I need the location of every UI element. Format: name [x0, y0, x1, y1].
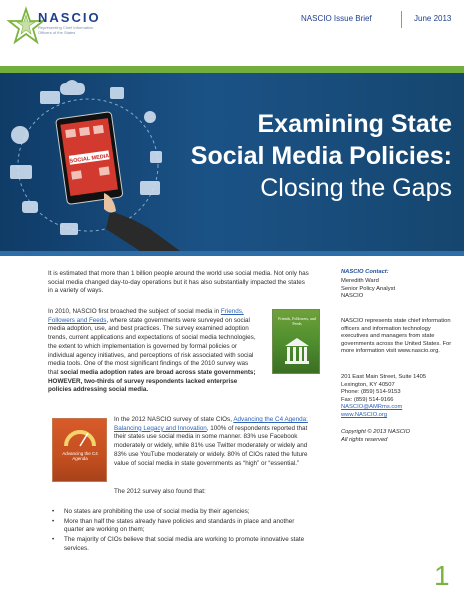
- contact-name: Meredith Ward: [341, 278, 379, 284]
- copyright-block: [341, 429, 457, 444]
- monitor-icon: [40, 91, 60, 104]
- address-line-2: Lexington, KY 40507: [341, 381, 395, 388]
- gauge-icon: [63, 423, 97, 449]
- p2-key-finding: social media adoption rates are broad across state governments; HOWEVER, two-thirds of survey respondents lacked enterprise policies addressing social media.: [48, 368, 256, 394]
- org-description: NASCIO represents state chief information officers and information technology executives and managers from state governments across the United States. For more information visit www.nascio.org.: [341, 318, 452, 355]
- camera-icon: [60, 223, 78, 235]
- page-header: [0, 0, 464, 62]
- c4-agenda-link[interactable]: Advancing the C4 Agenda: Balancing Legacy and Innovation: [114, 416, 308, 432]
- capitol-building-icon: [283, 336, 311, 366]
- tablet-label: SOCIAL MEDIA: [69, 153, 110, 165]
- title-line-3: Closing the Gaps: [260, 174, 452, 202]
- page-number: 1: [434, 560, 450, 591]
- friends-followers-feeds-link[interactable]: Friends, Followers and Feeds: [48, 308, 244, 324]
- phone-number: Phone: (859) 514-9153: [341, 389, 401, 396]
- p3-text-a: In the 2012 NASCIO survey of state CIOs,: [114, 416, 234, 423]
- contact-title: Senior Policy Analyst: [341, 285, 396, 292]
- title-line-1: Examining State: [257, 110, 452, 138]
- c4-agenda-cover: [52, 418, 107, 482]
- green-accent-bar: [0, 66, 464, 73]
- bubble-icon: [22, 201, 38, 213]
- banner-bottom-rule: [0, 251, 464, 256]
- friends-followers-feeds-cover: [272, 309, 320, 374]
- list-item: • More than half the states already have policies and standards in place and another quarter are working on them;: [48, 518, 310, 535]
- rights-line: All rights reserved: [341, 436, 388, 443]
- header-divider: [401, 11, 402, 28]
- copyright-line: Copyright © 2013 NASCIO: [341, 429, 411, 435]
- laptop-icon: [10, 165, 32, 179]
- p3-text-b: , 100% of respondents reported that their states use social media in some manner. 83% use Facebook moderately or widely, while 81% use Twitter moderately or widely and 83% use YouTube moderately or widely. 80% of CIOs rated the future value of social media in state governments as “high” or “essential.”: [114, 424, 308, 467]
- findings-list: [48, 508, 310, 555]
- contact-block: [341, 278, 457, 301]
- fax-number: Fax: (859) 514-9166: [341, 396, 394, 403]
- book2-title: Advancing the C4 Agenda: [62, 451, 98, 461]
- intro-paragraph: It is estimated that more than 1 billion people around the world use social media. Not only has social media changed day-to-day operations but it has also substantially impacted the states in a variety of ways.: [48, 270, 309, 295]
- logo-wordmark: NASCIO: [38, 10, 101, 25]
- document-title: [152, 108, 452, 204]
- website-link[interactable]: www.NASCIO.org: [341, 411, 388, 418]
- list-item: • No states are prohibiting the use of social media by their agencies;: [48, 508, 310, 517]
- address-block: [341, 374, 457, 420]
- p2-text-b: , where state governments were surveyed on social media adoption, use, and best practices. The survey examined adoption trends, current applications and expectations of social media technologies, the extent to which implementation is governed by formal policies or individual agency initiatives, and perceptions of risk associated with social media tools. One of the most significant findings of the 2010 survey was that: [48, 316, 256, 376]
- cloud-icon-left: [11, 126, 29, 144]
- cloud-icon: [60, 80, 85, 95]
- chat-icon: [110, 87, 124, 99]
- publication-date: June 2013: [414, 14, 452, 23]
- contact-heading: NASCIO Contact:: [341, 269, 389, 275]
- list-item: • The majority of CIOs believe that social media are working to promote innovative state services.: [48, 536, 310, 553]
- findings-intro: The 2012 survey also found that:: [114, 488, 206, 495]
- p2-text-a: In 2010, NASCIO first broached the subject of social media in: [48, 308, 221, 315]
- paragraph-2010-survey: [48, 308, 256, 395]
- title-banner: [0, 73, 464, 251]
- address-line-1: 201 East Main Street, Suite 1405: [341, 374, 427, 380]
- email-link[interactable]: NASCIO@AMRms.com: [341, 404, 403, 411]
- paragraph-2012-survey: [114, 416, 310, 468]
- logo-tagline: Representing Chief Information Officers of the States: [38, 25, 94, 35]
- issue-brief-label: NASCIO Issue Brief: [301, 14, 372, 23]
- contact-org: NASCIO: [341, 293, 364, 300]
- book1-title: Friends, Followers, and Feeds: [278, 316, 316, 326]
- title-line-2: Social Media Policies:: [190, 142, 452, 170]
